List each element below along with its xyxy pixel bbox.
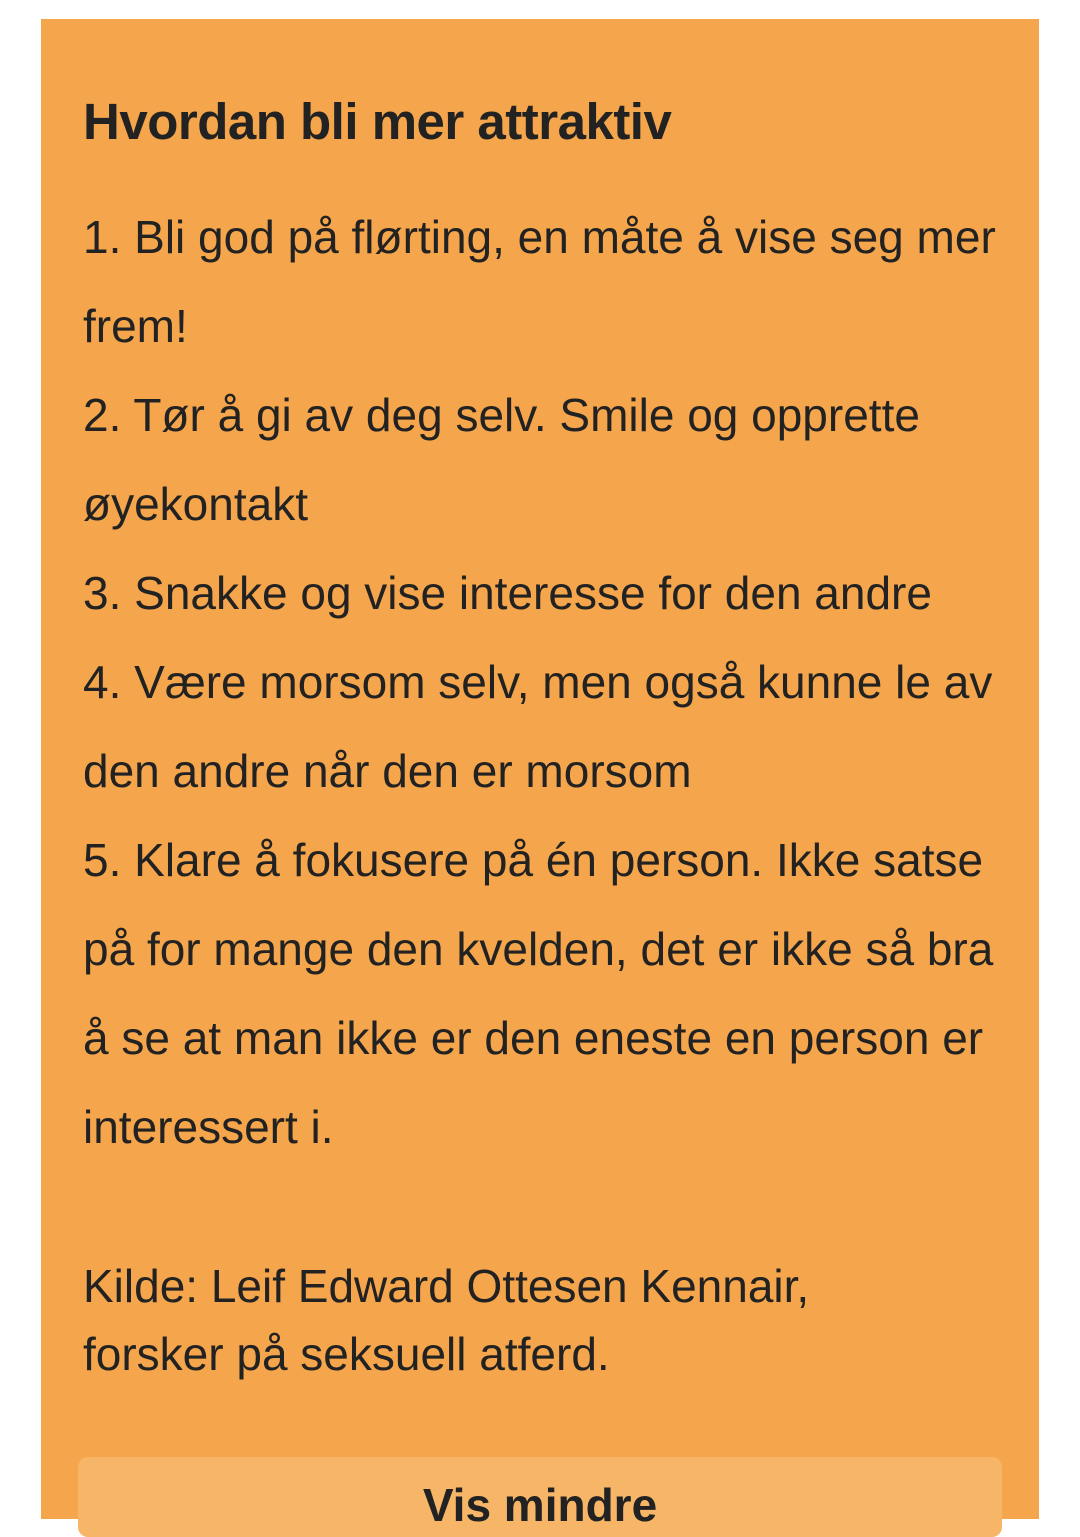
list-item: 3. Snakke og vise interesse for den andre xyxy=(83,567,932,619)
list-item: 1. Bli god på flørting, en måte å vise seg mer frem! xyxy=(83,211,996,352)
source-line-2: forsker på seksuell atferd. xyxy=(83,1328,610,1380)
list-item: 4. Være morsom selv, men også kunne le av den andre når den er morsom xyxy=(83,656,993,797)
factbox-title: Hvordan bli mer attraktiv xyxy=(83,93,672,150)
list-item: 5. Klare å fokusere på én person. Ikke satse på for mange den kvelden, det er ikke så bra å se at man ikke er den eneste en person er interessert i. xyxy=(83,834,994,1153)
list-item: 2. Tør å gi av deg selv. Smile og opprette øyekontakt xyxy=(83,389,920,530)
source-line-1: Kilde: Leif Edward Ottesen Kennair, xyxy=(83,1260,810,1312)
factbox xyxy=(41,19,1039,1531)
factbox-list xyxy=(83,193,1023,1172)
factbox-source xyxy=(83,1252,983,1388)
toggle-factbox-button[interactable]: Vis mindre xyxy=(78,1457,1002,1537)
